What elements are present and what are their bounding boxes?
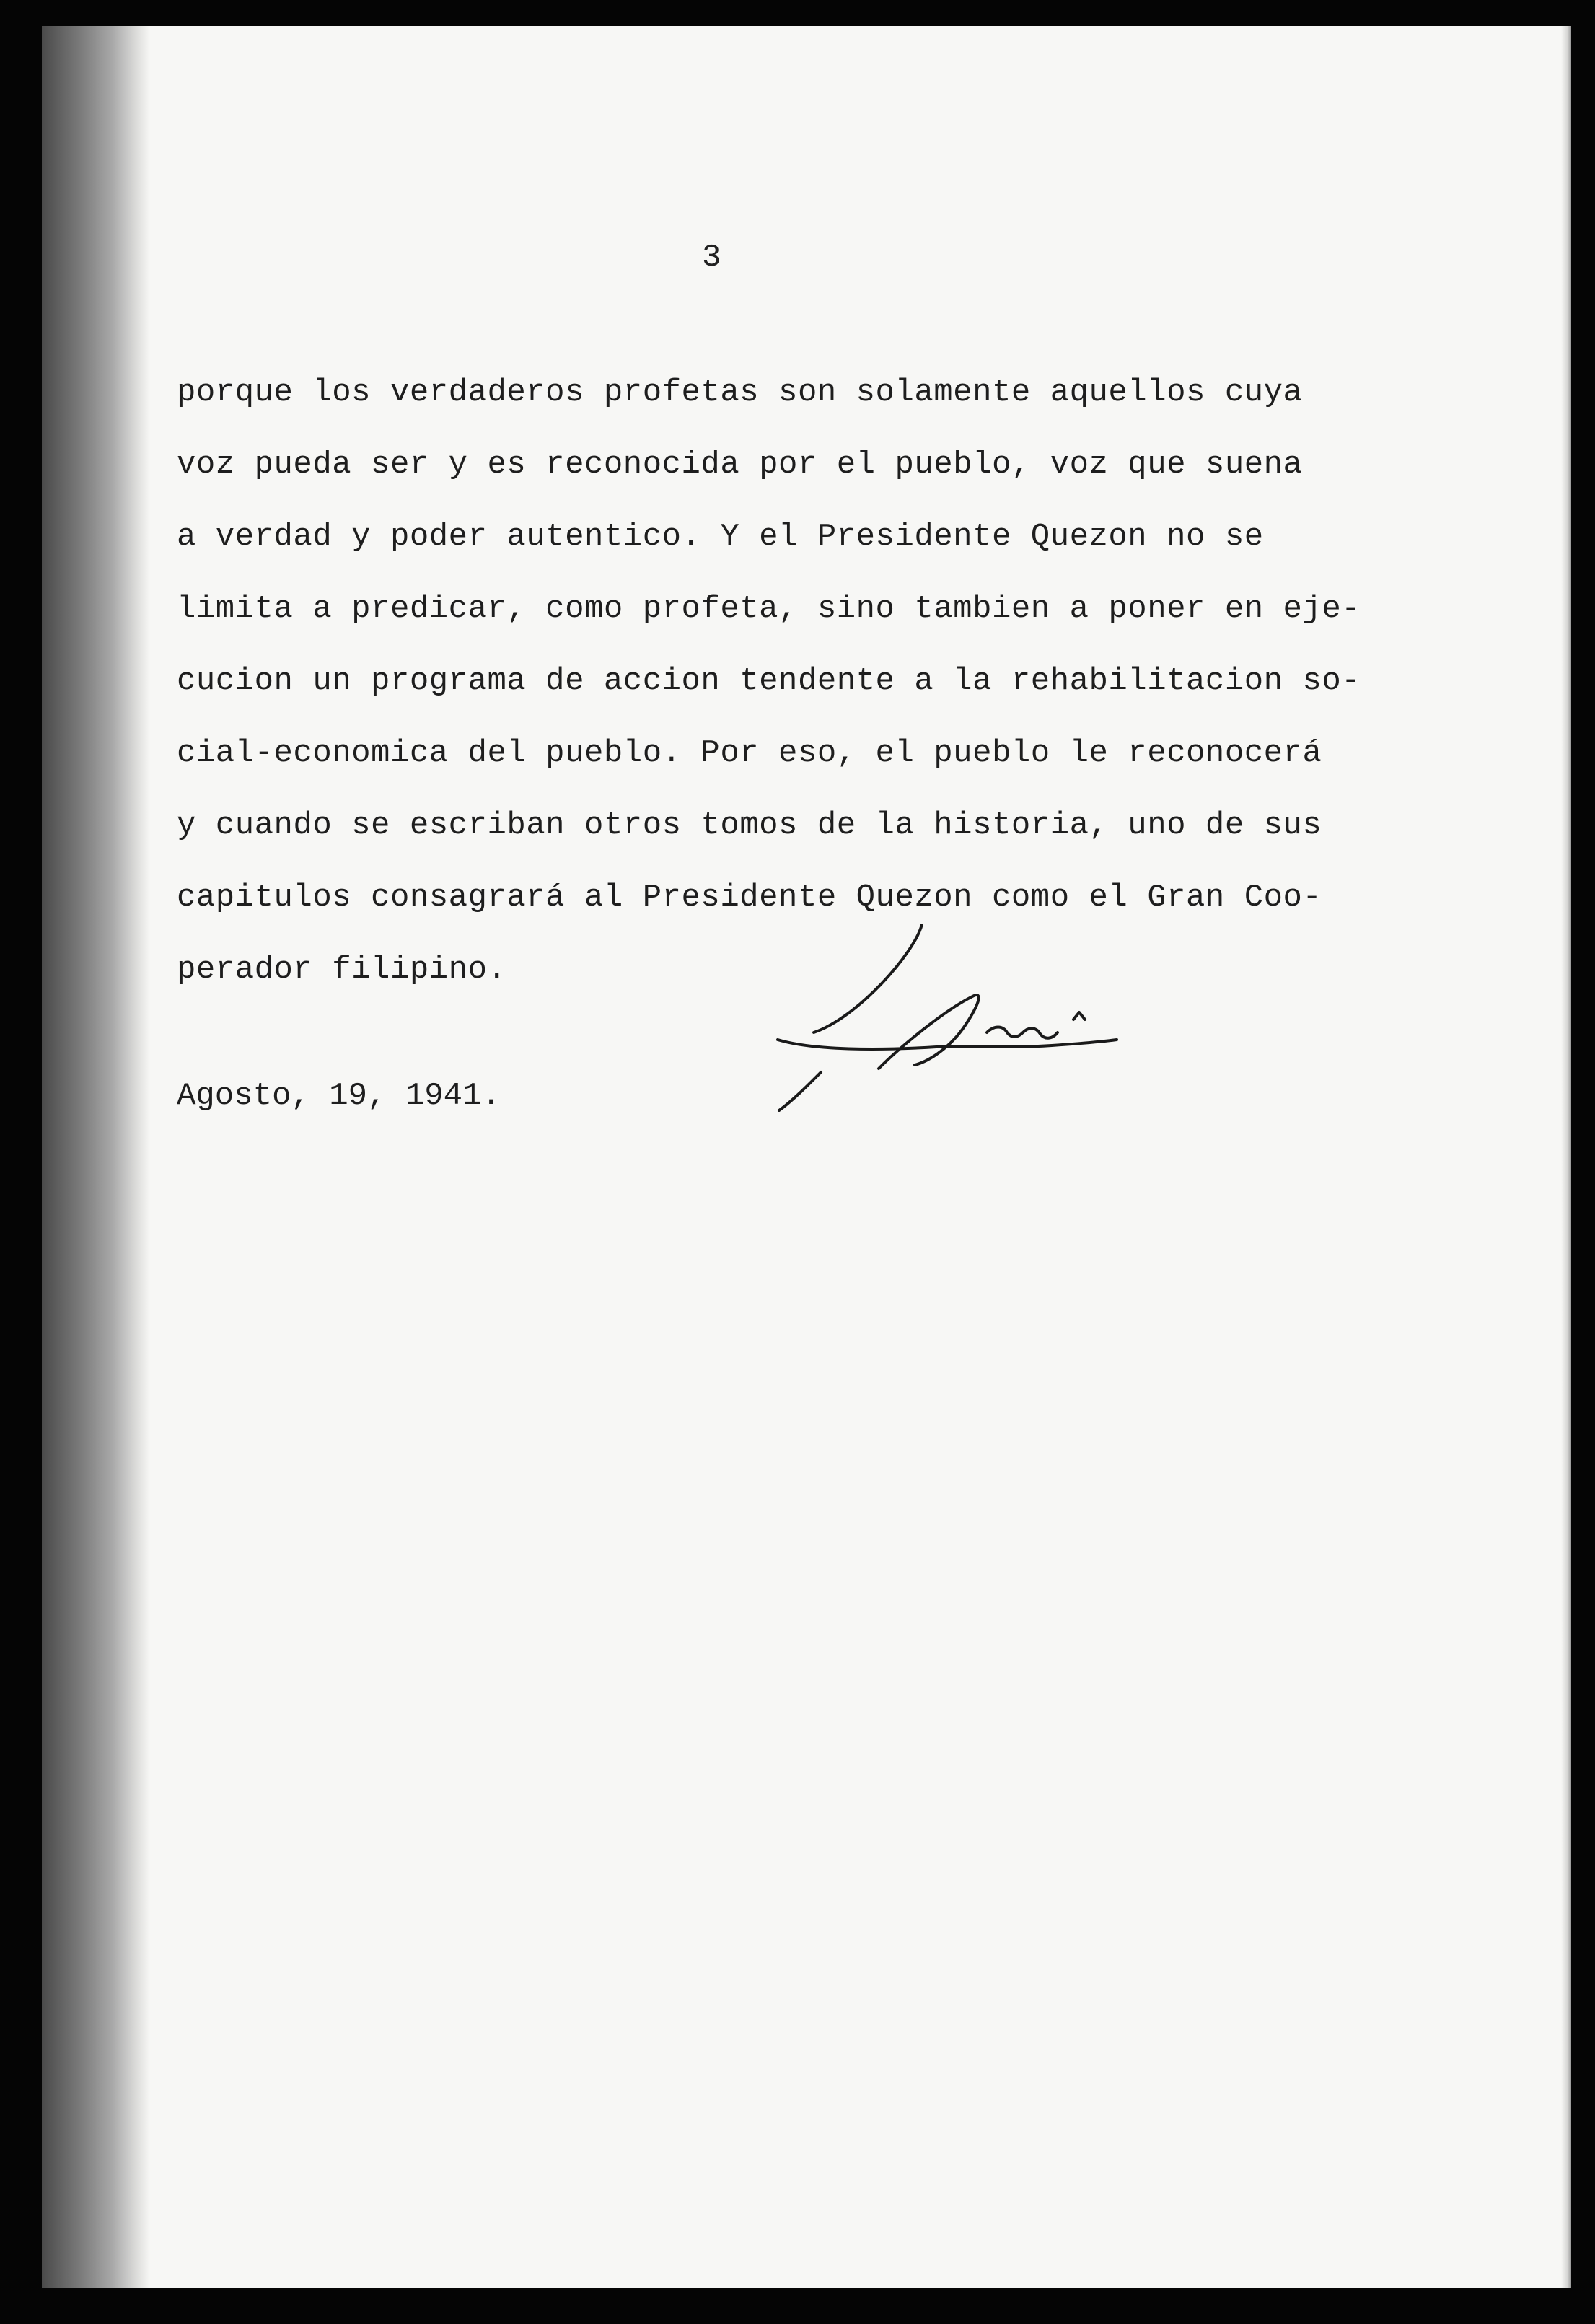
page-number: 3	[702, 240, 721, 276]
scan-shadow-left	[42, 26, 150, 2288]
handwritten-signature	[734, 924, 1153, 1112]
document-date: Agosto, 19, 1941.	[177, 1078, 501, 1114]
body-line: cucion un programa de accion tendente a la rehabilitacion so-	[177, 663, 1361, 699]
body-line: limita a predicar, como profeta, sino tambien a poner en eje-	[177, 591, 1361, 627]
body-line: capitulos consagrará al Presidente Quezon como el Gran Coo-	[177, 880, 1322, 916]
document-page	[42, 26, 1571, 2288]
body-line: cial-economica del pueblo. Por eso, el pueblo le reconocerá	[177, 735, 1322, 771]
body-line: voz pueda ser y es reconocida por el pueblo, voz que suena	[177, 447, 1303, 483]
body-line: porque los verdaderos profetas son solamente aquellos cuya	[177, 374, 1303, 411]
body-paragraph	[177, 356, 1569, 1006]
body-line: a verdad y poder autentico. Y el Presidente Quezon no se	[177, 519, 1264, 555]
body-line: perador filipino.	[177, 952, 507, 988]
body-line: y cuando se escriban otros tomos de la historia, uno de sus	[177, 807, 1322, 843]
